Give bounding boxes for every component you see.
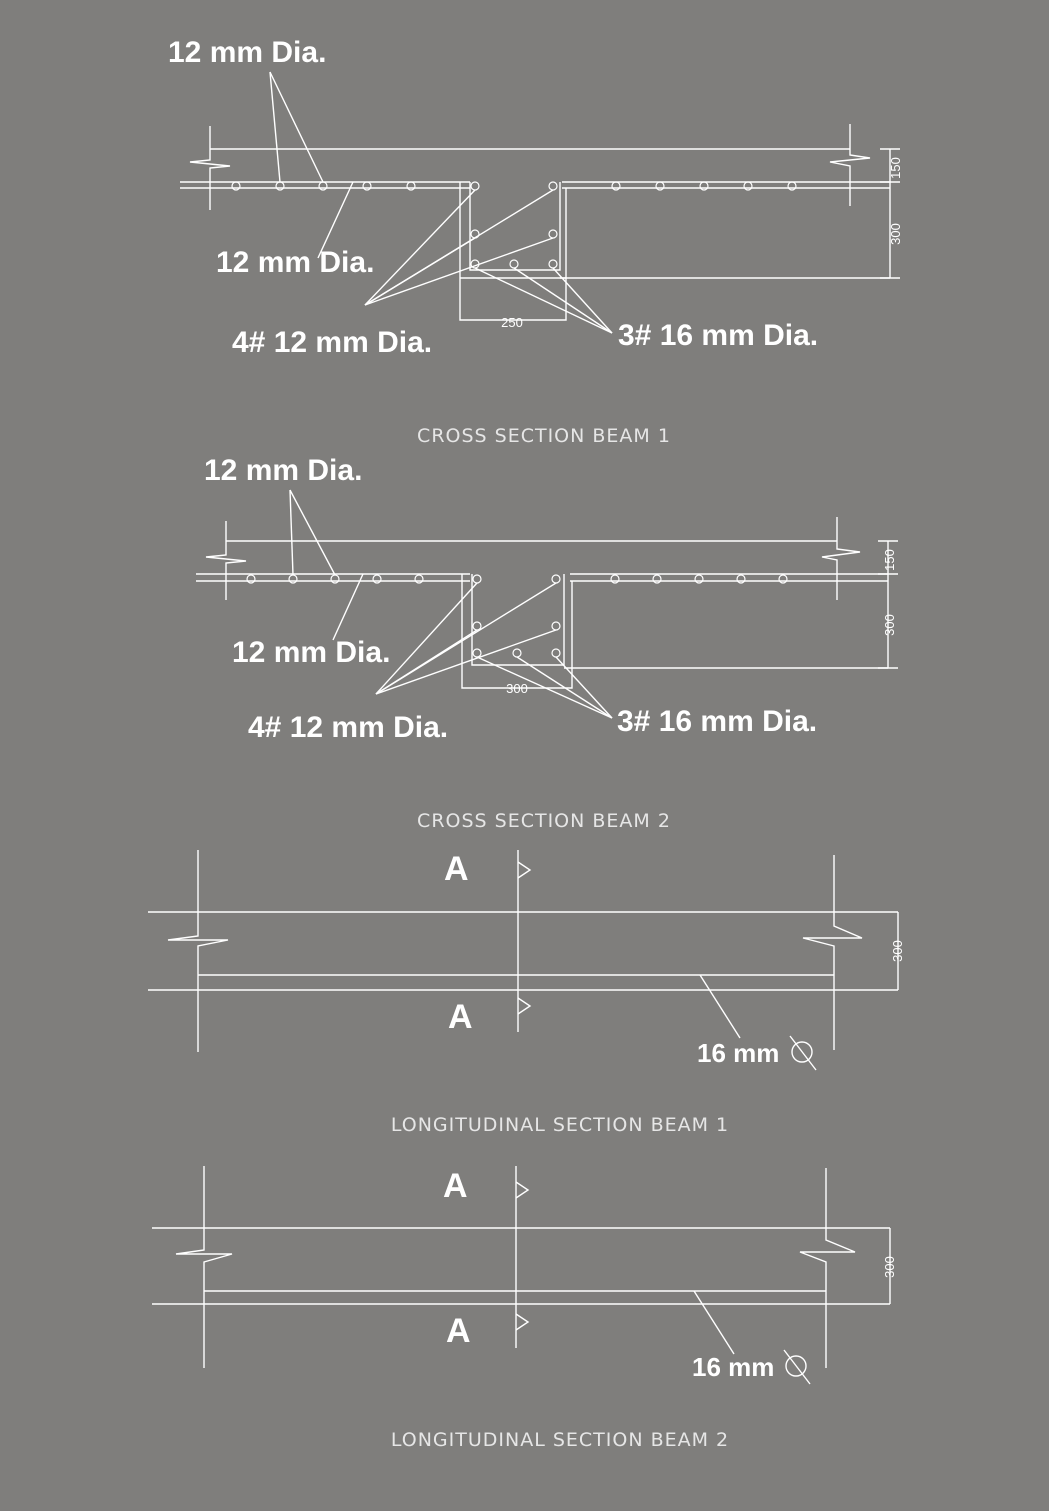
leader xyxy=(290,490,335,575)
rebar xyxy=(510,260,518,268)
dim-width-text: 300 xyxy=(506,681,528,696)
rebar xyxy=(779,575,787,583)
rebar xyxy=(549,260,557,268)
caption-cross-section-beam-1: CROSS SECTION BEAM 1 xyxy=(417,425,671,447)
break-line-right xyxy=(803,855,862,1050)
dim-width-text: 250 xyxy=(501,315,523,330)
leader xyxy=(376,630,556,694)
dim-web-text: 300 xyxy=(888,223,903,245)
rebar xyxy=(788,182,796,190)
section-arrow-top xyxy=(518,862,530,878)
label-slab-rebar: 12 mm Dia. xyxy=(232,636,391,669)
label-top-rebar: 12 mm Dia. xyxy=(168,36,327,69)
rebar xyxy=(744,182,752,190)
rebar xyxy=(289,575,297,583)
rebar xyxy=(331,575,339,583)
label-slab-rebar: 12 mm Dia. xyxy=(216,246,375,279)
web-outline xyxy=(460,182,566,320)
rebar xyxy=(319,182,327,190)
rebar xyxy=(407,182,415,190)
section-label-top: A xyxy=(444,850,469,888)
break-line-left xyxy=(168,850,228,1052)
section-label-bottom: A xyxy=(448,998,473,1036)
slab-rebars xyxy=(232,182,796,190)
leader xyxy=(694,1291,734,1354)
cross-section-beam-2 xyxy=(196,454,898,832)
break-line-left xyxy=(206,521,246,600)
rebar xyxy=(473,649,481,657)
rebar xyxy=(549,230,557,238)
rebar xyxy=(276,182,284,190)
label-bottom-rebar: 3# 16 mm Dia. xyxy=(618,319,819,352)
caption-longitudinal-section-beam-2: LONGITUDINAL SECTION BEAM 2 xyxy=(390,1429,730,1451)
leader xyxy=(290,490,293,575)
rebar xyxy=(247,575,255,583)
rebar xyxy=(611,575,619,583)
label-bottom-rebar: 3# 16 mm Dia. xyxy=(617,705,818,738)
rebar xyxy=(552,649,560,657)
section-label-top: A xyxy=(443,1167,468,1205)
break-line-left xyxy=(176,1166,232,1368)
dim-depth-text: 300 xyxy=(890,940,905,962)
rebar xyxy=(232,182,240,190)
label-stirrup-rebar: 4# 12 mm Dia. xyxy=(248,711,449,744)
rebar xyxy=(473,622,481,630)
rebar xyxy=(549,182,557,190)
break-line-left xyxy=(190,126,230,210)
rebar xyxy=(612,182,620,190)
leader xyxy=(700,975,740,1038)
longitudinal-section-beam-1 xyxy=(148,850,905,1136)
rebar xyxy=(513,649,521,657)
stirrup xyxy=(472,574,564,665)
rebar xyxy=(552,575,560,583)
label-bar-diameter: 16 mm xyxy=(692,1352,775,1382)
rebar xyxy=(700,182,708,190)
break-line-right xyxy=(830,124,870,206)
stirrup xyxy=(470,182,560,270)
rebar xyxy=(653,575,661,583)
slab-rebars xyxy=(247,575,787,583)
dim-flange-text: 150 xyxy=(882,549,897,571)
section-arrow-top xyxy=(516,1182,528,1198)
rebar xyxy=(471,182,479,190)
label-top-rebar: 12 mm Dia. xyxy=(204,454,363,487)
rebar xyxy=(695,575,703,583)
label-bar-diameter: 16 mm xyxy=(697,1038,780,1068)
rebar xyxy=(473,575,481,583)
rebar xyxy=(737,575,745,583)
leader xyxy=(333,574,363,640)
label-stirrup-rebar: 4# 12 mm Dia. xyxy=(232,326,433,359)
rebar xyxy=(656,182,664,190)
section-arrow-bottom xyxy=(518,998,530,1014)
dim-flange-text: 150 xyxy=(888,157,903,179)
break-line-right xyxy=(822,517,860,600)
break-line-right xyxy=(800,1168,855,1368)
rebar xyxy=(552,622,560,630)
section-label-bottom: A xyxy=(446,1312,471,1350)
rebar xyxy=(373,575,381,583)
cross-section-beam-1 xyxy=(168,36,903,447)
caption-cross-section-beam-2: CROSS SECTION BEAM 2 xyxy=(417,810,671,832)
rebar xyxy=(363,182,371,190)
section-arrow-bottom xyxy=(516,1314,528,1330)
dim-web-text: 300 xyxy=(882,614,897,636)
dim-depth-text: 300 xyxy=(882,1256,897,1278)
caption-longitudinal-section-beam-1: LONGITUDINAL SECTION BEAM 1 xyxy=(390,1114,730,1136)
rebar xyxy=(415,575,423,583)
longitudinal-section-beam-2 xyxy=(152,1166,897,1451)
